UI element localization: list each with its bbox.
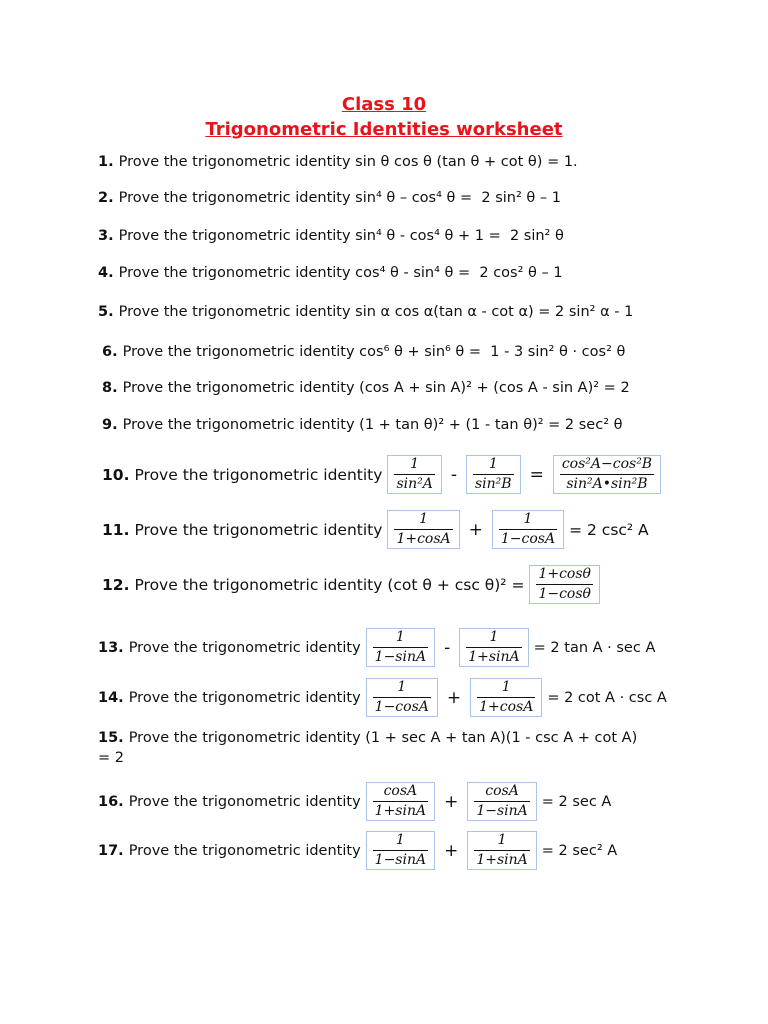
problem-text: Prove the trigonometric identity sin⁴ θ – cos⁴ θ = 2 sin² θ – 1 (118, 190, 561, 206)
fraction-bar (373, 647, 428, 648)
fraction-bar (394, 474, 434, 475)
right-hand-side: = 2 csc² A (569, 520, 649, 539)
numerator: 1 (397, 679, 407, 695)
operator: + (468, 519, 483, 540)
fraction-bar (474, 850, 529, 851)
problem-text: Prove the trigonometric identity (134, 520, 383, 539)
right-hand-side: = 2 tan A · sec A (533, 639, 656, 656)
fraction-bar (560, 474, 654, 475)
numerator: 1 (501, 679, 511, 695)
problem-text: Prove the trigonometric identity cos⁶ θ + sin⁶ θ = 1 - 3 sin² θ · cos² θ (122, 344, 626, 360)
problem-14 (98, 678, 667, 717)
fraction-1 (387, 510, 459, 549)
problem-15 (98, 730, 637, 746)
problem-number: 3. (98, 228, 114, 244)
numerator: 1 (395, 832, 405, 848)
problem-17 (98, 831, 617, 870)
problem-text: Prove the trigonometric identity (1 + sec A + tan A)(1 - csc A + cot A) (128, 730, 638, 746)
denominator: 1+sinA (476, 852, 528, 868)
denominator: 1−cosA (500, 531, 556, 547)
denominator: sin²A (396, 476, 433, 492)
numerator: 1 (497, 832, 507, 848)
denominator: 1−cosA (374, 699, 429, 715)
problem-text: Prove the trigonometric identity (128, 689, 361, 706)
problem-number: 17. (98, 842, 124, 859)
fraction-bar (474, 801, 529, 802)
problem-number: 12. (102, 575, 130, 594)
numerator: cosA (383, 783, 418, 799)
problem-8 (102, 380, 630, 396)
fraction-bar (536, 584, 593, 585)
problem-9 (102, 417, 623, 433)
problem-text: Prove the trigonometric identity sin α cos α(tan α - cot α) = 2 sin² α - 1 (118, 304, 634, 320)
problem-number: 2. (98, 190, 114, 206)
problem-12 (102, 565, 605, 604)
denominator: 1−sinA (476, 803, 528, 819)
numerator: 1 (489, 629, 499, 645)
fraction-bar (499, 529, 557, 530)
problem-number: 5. (98, 304, 114, 320)
problem-10 (102, 455, 666, 494)
fraction-1 (366, 628, 435, 667)
problem-text: Prove the trigonometric identity sin θ cos θ (tan θ + cot θ) = 1. (118, 154, 578, 170)
operator: - (444, 637, 451, 658)
fraction-1 (529, 565, 600, 604)
fraction-1 (366, 782, 435, 821)
fraction-bar (394, 529, 452, 530)
problem-text: Prove the trigonometric identity cos⁴ θ - sin⁴ θ = 2 cos² θ – 1 (118, 265, 563, 281)
fraction-2 (492, 510, 564, 549)
problem-11 (102, 510, 649, 549)
problem-number: 16. (98, 793, 124, 810)
problem-5 (98, 304, 633, 320)
problem-text: Prove the trigonometric identity (134, 465, 383, 484)
fraction-1 (366, 678, 438, 717)
denominator: 1−sinA (374, 852, 427, 868)
fraction-bar (373, 697, 431, 698)
fraction-3 (553, 455, 661, 494)
problem-1 (98, 154, 578, 170)
numerator: cos²A−cos²B (561, 456, 653, 472)
denominator: 1−sinA (374, 649, 427, 665)
problem-number: 8. (102, 380, 118, 396)
denominator: 1−cosθ (538, 586, 591, 602)
numerator: 1 (419, 511, 428, 527)
right-hand-side: = 2 sec A (541, 793, 612, 810)
fraction-2 (467, 831, 536, 870)
problem-text: Prove the trigonometric identity (cos A + sin A)² + (cos A - sin A)² = 2 (122, 380, 630, 396)
problem-13 (98, 628, 655, 667)
denominator: 1+sinA (374, 803, 427, 819)
fraction-2 (470, 678, 542, 717)
problem-number: 6. (102, 344, 118, 360)
operator: + (446, 687, 462, 708)
problem-number: 9. (102, 417, 118, 433)
numerator: 1 (488, 456, 498, 472)
problem-text: Prove the trigonometric identity (128, 639, 361, 656)
numerator: 1 (523, 511, 533, 527)
problem-6 (102, 344, 625, 360)
problem-number: 13. (98, 639, 124, 656)
operator: - (450, 464, 457, 485)
fraction-bar (373, 850, 428, 851)
fraction-1 (366, 831, 435, 870)
right-hand-side: = 2 sec² A (541, 842, 618, 859)
fraction-2 (466, 455, 521, 494)
right-hand-side: = 2 cot A · csc A (547, 689, 667, 706)
problem-15-continuation: = 2 (98, 750, 124, 766)
problem-number: 4. (98, 265, 114, 281)
fraction-bar (473, 474, 514, 475)
numerator: 1 (410, 456, 420, 472)
fraction-bar (373, 801, 428, 802)
operator: + (444, 791, 459, 812)
denominator: 1+sinA (468, 649, 520, 665)
problem-number: 10. (102, 465, 130, 484)
problem-16 (98, 782, 611, 821)
problem-text: Prove the trigonometric identity sin⁴ θ - cos⁴ θ + 1 = 2 sin² θ (118, 228, 564, 244)
denominator: sin²A•sin²B (566, 476, 648, 492)
problem-3 (98, 228, 564, 244)
problem-text: Prove the trigonometric identity (1 + tan θ)² + (1 - tan θ)² = 2 sec² θ (122, 417, 623, 433)
denominator: 1+cosA (396, 531, 451, 547)
numerator: cosA (485, 783, 519, 799)
problem-text: Prove the trigonometric identity (128, 842, 361, 859)
worksheet-title: Trigonometric Identities worksheet (205, 119, 563, 140)
problem-text: Prove the trigonometric identity (cot θ + csc θ)² = (134, 575, 525, 594)
fraction-2 (467, 782, 536, 821)
fraction-bar (477, 697, 535, 698)
numerator: 1 (395, 629, 405, 645)
problem-number: 11. (102, 520, 130, 539)
problem-text: Prove the trigonometric identity (128, 793, 361, 810)
fraction-2 (459, 628, 528, 667)
operator: + (444, 840, 459, 861)
class-heading: Class 10 (341, 94, 427, 115)
fraction-bar (466, 647, 521, 648)
equals-sign: = (529, 464, 544, 485)
fraction-1 (387, 455, 441, 494)
numerator: 1+cosθ (538, 566, 591, 582)
problem-number: 14. (98, 689, 124, 706)
problem-2 (98, 190, 561, 206)
denominator: sin²B (474, 476, 512, 492)
denominator: 1+cosA (479, 699, 534, 715)
problem-4 (98, 265, 563, 281)
problem-number: 15. (98, 730, 124, 746)
problem-number: 1. (98, 154, 114, 170)
